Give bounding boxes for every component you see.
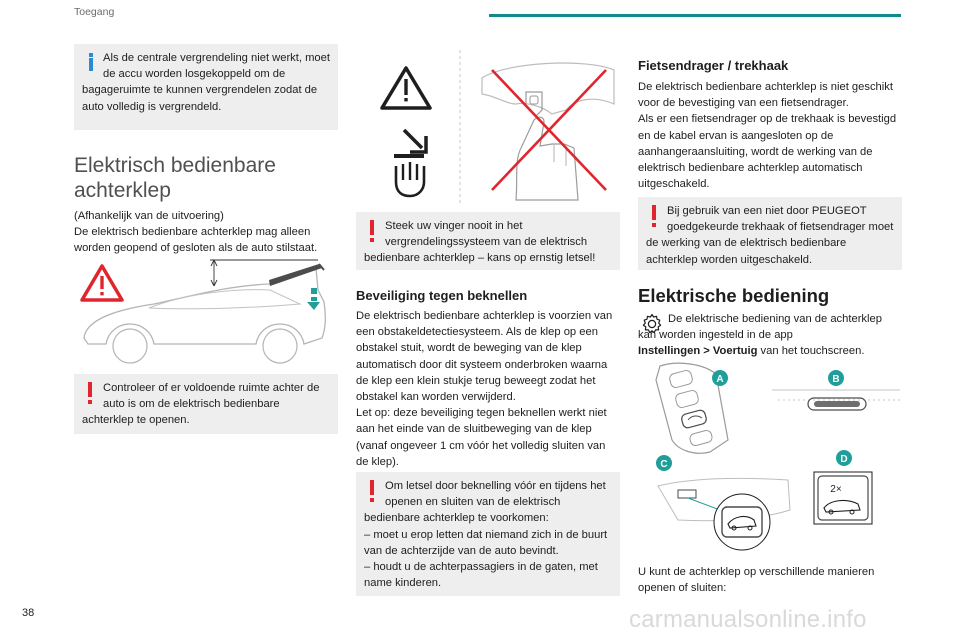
intro-line1: (Afhankelijk van de uitvoering) bbox=[74, 210, 224, 222]
callout-d-badge bbox=[836, 450, 852, 466]
label-2x: 2× bbox=[830, 484, 842, 495]
closing-text: U kunt de achterklep op verschillende manieren openen of sluiten: bbox=[638, 566, 875, 595]
heading-pinch-protection: Beveiliging tegen beknellen bbox=[356, 288, 528, 303]
watermark: carmanualsonline.info bbox=[629, 606, 867, 633]
touchscreen-button-illustration bbox=[814, 472, 872, 524]
car-clearance-illustration bbox=[74, 258, 338, 366]
bike-text bbox=[638, 79, 902, 192]
section-label: Toegang bbox=[74, 6, 115, 18]
warning-exclamation-icon bbox=[364, 478, 381, 508]
hand-press-icon bbox=[394, 130, 426, 196]
warning-injury-2: – moet u erop letten dat niemand zich in de buurt van de achterzijde van de auto bevindt. bbox=[364, 528, 608, 557]
tailgate-handle-illustration bbox=[772, 390, 900, 410]
section-title-line1: Elektrisch bedienbare bbox=[74, 154, 276, 177]
interior-button-illustration bbox=[658, 478, 790, 550]
callout-b-label: B bbox=[832, 374, 840, 385]
settings-text bbox=[638, 311, 902, 360]
page-number: 38 bbox=[22, 607, 35, 619]
callout-a-badge bbox=[712, 370, 728, 386]
warning-note-text: Controleer of er voldoende ruimte achter de auto is om de elektrisch bedienbare achterklep te openen. bbox=[82, 382, 320, 427]
control-methods-illustration bbox=[638, 360, 902, 560]
settings-path: Instellingen > Voertuig bbox=[638, 345, 758, 358]
heading-electric-control: Elektrische bediening bbox=[638, 285, 830, 306]
header-accent-bar bbox=[489, 14, 901, 17]
callout-c-badge bbox=[656, 455, 672, 471]
warning-triangle-icon bbox=[382, 68, 430, 108]
bike-text-1: De elektrisch bedienbare achterklep is niet geschikt voor de bevestiging van een fietsendrager. bbox=[638, 81, 893, 110]
info-note-central-locking bbox=[74, 44, 338, 130]
pinch-text-1: De elektrisch bedienbare achterklep is voorzien van een obstakeldetectiesysteem. Als de klep op een obstakel stuit, wordt de beweging van de klep automatisch door dit systeem onderbroken waarna de klep een klein stukje terug beweegt zodat het obstakel kan worden verwijderd. bbox=[356, 310, 613, 404]
callout-a-label: A bbox=[716, 374, 724, 385]
heading-bike-carrier: Fietsendrager / trekhaak bbox=[638, 58, 789, 73]
callout-b-badge bbox=[828, 370, 844, 386]
pinch-text bbox=[356, 308, 620, 470]
warning-note-injury bbox=[356, 472, 620, 596]
settings-suffix: van het touchscreen. bbox=[757, 345, 865, 358]
warning-finger-text: Steek uw vinger nooit in het vergrendelingssysteem van de elektrisch bedienbare achterklep – kans op ernstig letsel! bbox=[364, 220, 596, 265]
bike-text-2: Als er een fietsendrager op de trekhaak is bevestigd en de kabel ervan is aangesloten op de aanhangeraansluiting, wordt de werking van de elektrisch bedienbare achterklep automatisch uitgeschakeld. bbox=[638, 113, 897, 191]
warning-peugeot-text: Bij gebruik van een niet door PEUGEOT goedgekeurde trekhaak of fietsendrager moet de werking van de elektrisch bedienbare achterklep worden uitgeschakeld. bbox=[646, 205, 894, 266]
warning-note-clearance bbox=[74, 374, 338, 434]
callout-d-label: D bbox=[840, 454, 848, 465]
settings-description: De elektrische bediening van de achterklep kan worden ingesteld in de app bbox=[638, 313, 882, 342]
pinch-text-2: Let op: deze beveiliging tegen beknellen werkt niet aan het einde van de sluitbeweging van de klep (vanaf ongeveer 1 cm vóór het volledig sluiten van de klep). bbox=[356, 407, 607, 468]
warning-note-finger bbox=[356, 212, 620, 270]
finger-lock-illustration bbox=[356, 50, 620, 204]
warning-exclamation-icon bbox=[82, 380, 99, 410]
warning-note-peugeot bbox=[638, 197, 902, 270]
warning-exclamation-icon bbox=[364, 218, 381, 248]
intro-text bbox=[74, 208, 338, 257]
intro-line2: De elektrisch bedienbare achterklep mag alleen worden geopend of gesloten als de auto stilstaat. bbox=[74, 226, 318, 255]
warning-triangle-icon bbox=[82, 266, 122, 300]
info-icon bbox=[82, 50, 99, 80]
warning-injury-3: – houdt u de achterpassagiers in de gaten, met name kinderen. bbox=[364, 561, 598, 590]
section-title bbox=[74, 153, 338, 203]
info-note-text: Als de centrale vergrendeling niet werkt, moet de accu worden losgekoppeld om de bagageruimte te kunnen vergrendelen zodat de auto volledig is vergrendeld. bbox=[82, 52, 330, 113]
callout-c-label: C bbox=[660, 459, 668, 470]
warning-exclamation-icon bbox=[646, 203, 663, 233]
section-title-line2: achterklep bbox=[74, 179, 171, 202]
warning-injury-1: Om letsel door beknelling vóór en tijdens het openen en sluiten van de elektrisch bedienbare achterklep te voorkomen: bbox=[364, 480, 606, 525]
